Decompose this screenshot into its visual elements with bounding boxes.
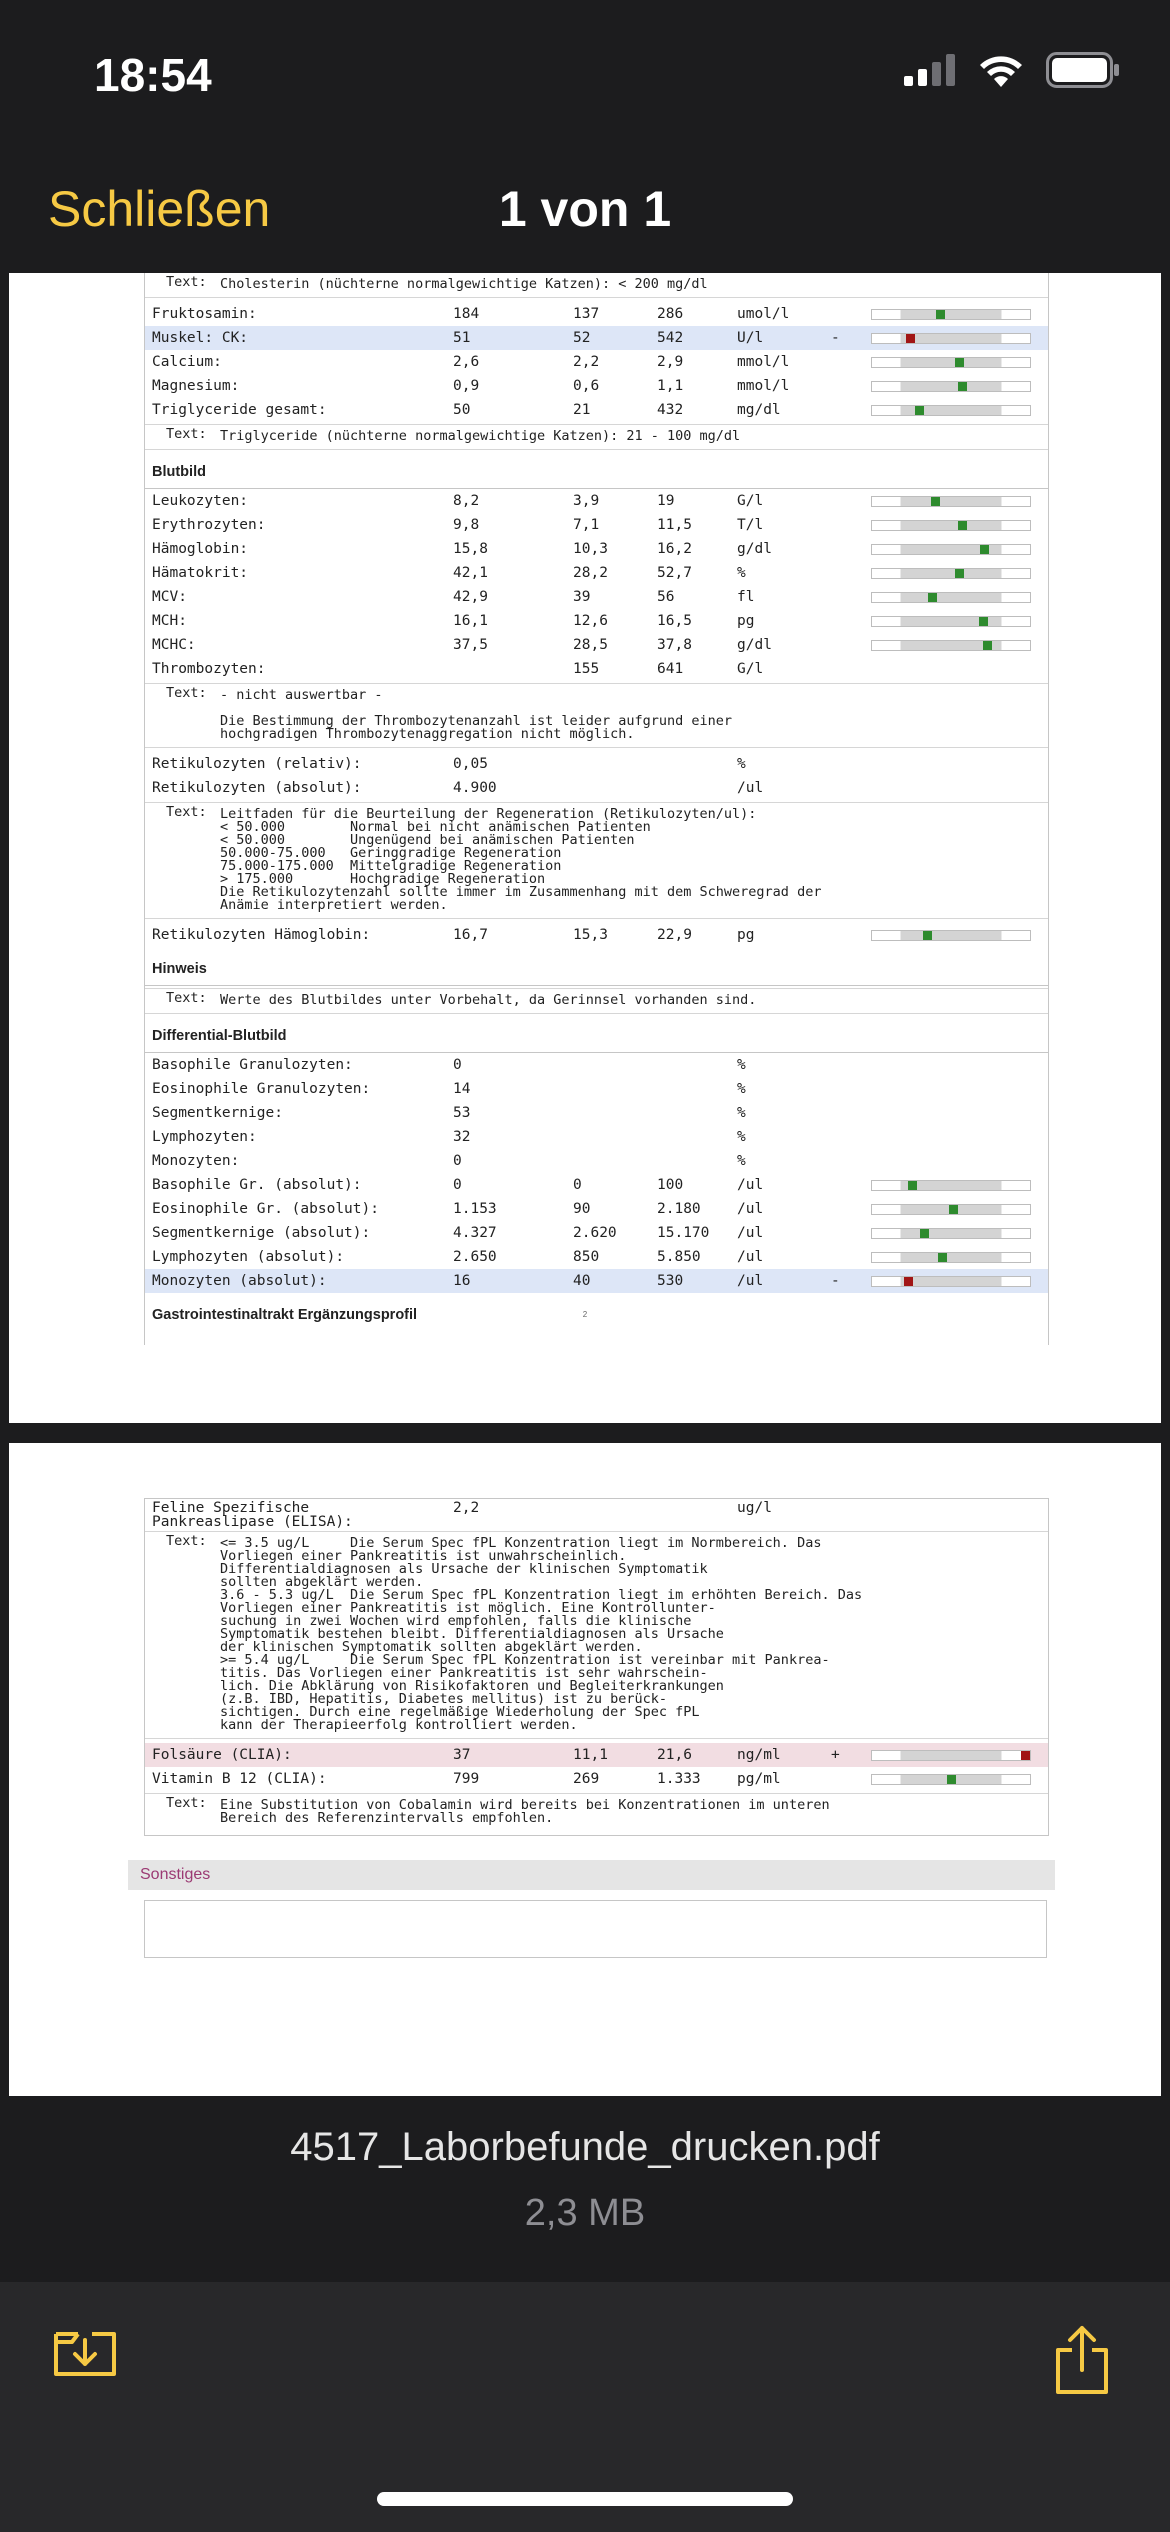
text-line: Werte des Blutbildes unter Vorbehalt, da Gerinnsel vorhanden sind. bbox=[220, 992, 757, 1008]
result-value: 0,05 bbox=[453, 756, 488, 772]
result-row bbox=[145, 1197, 1048, 1221]
result-row bbox=[145, 1245, 1048, 1269]
reference-min: 11,1 bbox=[573, 1747, 608, 1763]
reference-min: 12,6 bbox=[573, 613, 608, 629]
reference-min: 15,3 bbox=[573, 927, 608, 943]
result-row bbox=[145, 374, 1048, 398]
result-row bbox=[145, 1221, 1048, 1245]
result-value: 1.153 bbox=[453, 1201, 497, 1217]
result-group bbox=[145, 1053, 1048, 1293]
result-value: 799 bbox=[453, 1771, 480, 1787]
reference-min: 269 bbox=[573, 1771, 600, 1787]
text-line: >= 5.4 ug/L Die Serum Spec fPL Konzentration ist vereinbar mit Pankrea- bbox=[220, 1652, 830, 1668]
result-value: 4.327 bbox=[453, 1225, 497, 1241]
home-indicator bbox=[377, 2492, 793, 2506]
result-value: 0 bbox=[453, 1057, 462, 1073]
text-label: Text: bbox=[166, 1795, 207, 1811]
reference-min: 2.620 bbox=[573, 1225, 617, 1241]
text-line: 3.6 - 5.3 ug/L Die Serum Spec fPL Konzentration liegt im erhöhten Bereich. Das bbox=[220, 1587, 863, 1603]
result-unit: mmol/l bbox=[737, 378, 790, 394]
result-name: Hämatokrit: bbox=[152, 565, 249, 581]
result-unit: pg/ml bbox=[737, 1771, 781, 1787]
result-unit: /ul bbox=[737, 1225, 764, 1241]
reference-max: 16,2 bbox=[657, 541, 692, 557]
result-unit: ug/l bbox=[737, 1500, 772, 1516]
reference-min: 52 bbox=[573, 330, 591, 346]
reference-max: 21,6 bbox=[657, 1747, 692, 1763]
range-bar bbox=[871, 1204, 1031, 1215]
range-marker bbox=[1021, 1751, 1030, 1760]
reference-max: 286 bbox=[657, 306, 684, 322]
text-line: 50.000-75.000 Geringgradige Regeneration bbox=[220, 845, 562, 861]
result-row bbox=[145, 1269, 1048, 1293]
text-label: Text: bbox=[166, 804, 207, 820]
result-row bbox=[145, 302, 1048, 326]
result-value: 16 bbox=[453, 1273, 471, 1289]
result-value: 14 bbox=[453, 1081, 471, 1097]
text-label: Text: bbox=[166, 1533, 207, 1549]
result-unit: % bbox=[737, 1105, 746, 1121]
result-unit: pg bbox=[737, 613, 755, 629]
text-note bbox=[145, 988, 1048, 1014]
result-unit: g/dl bbox=[737, 637, 772, 653]
range-marker bbox=[949, 1205, 958, 1214]
range-bar bbox=[871, 1180, 1031, 1191]
reference-max: 19 bbox=[657, 493, 675, 509]
result-value: 2,6 bbox=[453, 354, 480, 370]
result-unit: G/l bbox=[737, 493, 764, 509]
text-line: Symptomatik bestehen bleibt. Differentialdiagnosen als Ursache bbox=[220, 1626, 724, 1642]
text-line: lich. Die Abklärung von Risikofaktoren und Begleiterkrankungen bbox=[220, 1678, 724, 1694]
page-number: 2 bbox=[582, 1310, 588, 1319]
file-name: 4517_Laborbefunde_drucken.pdf bbox=[290, 2125, 880, 2169]
result-flag: + bbox=[831, 1747, 840, 1763]
range-bar bbox=[871, 520, 1031, 531]
range-marker bbox=[938, 1253, 947, 1262]
range-marker bbox=[983, 641, 992, 650]
section-title-blutbild: Blutbild bbox=[145, 456, 1048, 489]
range-marker bbox=[980, 545, 989, 554]
lab-report-section bbox=[144, 1498, 1049, 1836]
result-row bbox=[145, 923, 1048, 947]
save-to-files-button[interactable] bbox=[52, 2322, 118, 2381]
section-title-gastro: Gastrointestinaltrakt Ergänzungsprofil bbox=[152, 1307, 418, 1323]
file-info bbox=[0, 2125, 1170, 2235]
result-name: MCH: bbox=[152, 613, 187, 629]
result-row bbox=[145, 561, 1048, 585]
result-row bbox=[145, 513, 1048, 537]
lab-report-section bbox=[144, 273, 1049, 1345]
result-value: 37 bbox=[453, 1747, 471, 1763]
result-name: Monozyten: bbox=[152, 1153, 240, 1169]
result-name: Muskel: CK: bbox=[152, 330, 249, 346]
text-line: Die Bestimmung der Thrombozytenanzahl ist leider aufgrund einer bbox=[220, 713, 733, 729]
result-unit: % bbox=[737, 1057, 746, 1073]
reference-max: 37,8 bbox=[657, 637, 692, 653]
result-unit: % bbox=[737, 1129, 746, 1145]
result-value: 42,9 bbox=[453, 589, 488, 605]
reference-max: 16,5 bbox=[657, 613, 692, 629]
range-marker bbox=[906, 334, 915, 343]
reference-min: 2,2 bbox=[573, 354, 600, 370]
result-row bbox=[145, 537, 1048, 561]
reference-min: 155 bbox=[573, 661, 600, 677]
result-unit: % bbox=[737, 1153, 746, 1169]
text-lines bbox=[220, 991, 1048, 1007]
text-line: - nicht auswertbar - bbox=[220, 687, 383, 703]
text-line: sichtigen. Durch eine regelmäßige Wiederholung der Spec fPL bbox=[220, 1704, 700, 1720]
text-line: Vorliegen einer Pankreatitis ist unwahrscheinlich. bbox=[220, 1548, 627, 1564]
result-unit: /ul bbox=[737, 1273, 764, 1289]
reference-max: 641 bbox=[657, 661, 684, 677]
result-row bbox=[145, 1173, 1048, 1197]
text-line: <= 3.5 ug/L Die Serum Spec fPL Konzentration liegt im Normbereich. Das bbox=[220, 1535, 822, 1551]
reference-max: 530 bbox=[657, 1273, 684, 1289]
range-bar bbox=[871, 1774, 1031, 1785]
status-time: 18:54 bbox=[94, 49, 212, 101]
result-unit: /ul bbox=[737, 1177, 764, 1193]
range-bar bbox=[871, 309, 1031, 320]
result-unit: % bbox=[737, 756, 746, 772]
reference-max: 5.850 bbox=[657, 1249, 701, 1265]
section-title-hinweis: Hinweis bbox=[145, 953, 1048, 986]
text-line: hochgradigen Thrombozytenaggregation nicht möglich. bbox=[220, 726, 635, 742]
range-marker bbox=[920, 1229, 929, 1238]
spacer bbox=[145, 1331, 1048, 1345]
result-name: Feline Spezifische bbox=[152, 1500, 310, 1516]
range-bar bbox=[871, 544, 1031, 555]
text-line: Die Retikulozytenzahl sollte immer im Zusammenhang mit dem Schweregrad der bbox=[220, 884, 822, 900]
reference-max: 1.333 bbox=[657, 1771, 701, 1787]
range-bar bbox=[871, 616, 1031, 627]
text-line: Leitfaden für die Beurteilung der Regeneration (Retikulozyten/ul): bbox=[220, 806, 757, 822]
result-row bbox=[145, 1767, 1048, 1791]
result-name: MCHC: bbox=[152, 637, 196, 653]
reference-min: 90 bbox=[573, 1201, 591, 1217]
text-line: < 50.000 Normal bei nicht anämischen Patienten bbox=[220, 819, 651, 835]
reference-max: 2.180 bbox=[657, 1201, 701, 1217]
text-note bbox=[145, 1531, 1048, 1739]
text-line: Eine Substitution von Cobalamin wird bereits bei Konzentrationen im unteren bbox=[220, 1797, 830, 1813]
reference-max: 100 bbox=[657, 1177, 684, 1193]
reference-min: 28,5 bbox=[573, 637, 608, 653]
result-value: 16,7 bbox=[453, 927, 488, 943]
text-lines bbox=[220, 427, 1048, 443]
reference-max: 1,1 bbox=[657, 378, 684, 394]
result-value: 0 bbox=[453, 1153, 462, 1169]
text-line: < 50.000 Ungenügend bei anämischen Patienten bbox=[220, 832, 635, 848]
status-bar bbox=[0, 0, 1170, 140]
result-name: Folsäure (CLIA): bbox=[152, 1747, 292, 1763]
result-value: 4.900 bbox=[453, 780, 497, 796]
result-unit: /ul bbox=[737, 780, 764, 796]
result-row bbox=[145, 398, 1048, 422]
range-bar bbox=[871, 640, 1031, 651]
text-lines bbox=[220, 805, 1048, 912]
result-name: Retikulozyten Hämoglobin: bbox=[152, 927, 371, 943]
text-lines bbox=[220, 1534, 1048, 1732]
result-unit: /ul bbox=[737, 1201, 764, 1217]
range-marker bbox=[931, 497, 940, 506]
result-row bbox=[145, 633, 1048, 657]
result-unit: pg bbox=[737, 927, 755, 943]
text-line: Triglyceride (nüchterne normalgewichtige Katzen): 21 - 100 mg/dl bbox=[220, 428, 741, 444]
result-row bbox=[145, 1077, 1048, 1101]
result-value: 0,9 bbox=[453, 378, 480, 394]
range-bar bbox=[871, 405, 1031, 416]
result-unit: % bbox=[737, 565, 746, 581]
result-name: Leukozyten: bbox=[152, 493, 249, 509]
result-unit: g/dl bbox=[737, 541, 772, 557]
range-marker bbox=[947, 1775, 956, 1784]
range-bar bbox=[871, 333, 1031, 344]
text-line: kann der Therapieerfolg kontrolliert werden. bbox=[220, 1717, 578, 1733]
reference-min: 137 bbox=[573, 306, 600, 322]
reference-max: 52,7 bbox=[657, 565, 692, 581]
result-unit: umol/l bbox=[737, 306, 790, 322]
result-value: 2,2 bbox=[453, 1500, 480, 1516]
text-label: Text: bbox=[166, 685, 207, 701]
range-bar bbox=[871, 1228, 1031, 1239]
section-title-sonstiges: Sonstiges bbox=[128, 1860, 1055, 1890]
range-bar bbox=[871, 357, 1031, 368]
reference-min: 21 bbox=[573, 402, 591, 418]
text-line: Cholesterin (nüchterne normalgewichtige Katzen): < 200 mg/dl bbox=[220, 276, 708, 292]
result-value: 2.650 bbox=[453, 1249, 497, 1265]
range-marker bbox=[904, 1277, 913, 1286]
text-line: Vorliegen einer Pankreatitis ist möglich. Eine Kontrollunter- bbox=[220, 1600, 716, 1616]
result-value: 50 bbox=[453, 402, 471, 418]
result-name: Vitamin B 12 (CLIA): bbox=[152, 1771, 327, 1787]
result-unit: ng/ml bbox=[737, 1747, 781, 1763]
text-label: Text: bbox=[166, 990, 207, 1006]
result-name: Pankreaslipase (ELISA): bbox=[152, 1514, 353, 1530]
result-unit: /ul bbox=[737, 1249, 764, 1265]
result-name: Triglyceride gesamt: bbox=[152, 402, 327, 418]
text-lines bbox=[220, 686, 1048, 741]
text-line: Bereich des Referenzintervalls empfohlen. bbox=[220, 1810, 554, 1826]
reference-min: 850 bbox=[573, 1249, 600, 1265]
result-group bbox=[145, 752, 1048, 800]
reference-min: 40 bbox=[573, 1273, 591, 1289]
result-unit: G/l bbox=[737, 661, 764, 677]
result-group bbox=[145, 1743, 1048, 1791]
reference-max: 15.170 bbox=[657, 1225, 710, 1241]
text-line: der klinischen Symptomatik sollten abgeklärt werden. bbox=[220, 1639, 643, 1655]
range-bar bbox=[871, 381, 1031, 392]
result-name: Basophile Granulozyten: bbox=[152, 1057, 353, 1073]
result-name: Basophile Gr. (absolut): bbox=[152, 1177, 362, 1193]
text-line: titis. Das Vorliegen einer Pankreatitis ist sehr wahrschein- bbox=[220, 1665, 708, 1681]
text-line: > 175.000 Hochgradige Regeneration bbox=[220, 871, 546, 887]
result-unit: mmol/l bbox=[737, 354, 790, 370]
result-name: Segmentkernige (absolut): bbox=[152, 1225, 371, 1241]
battery-icon bbox=[1046, 52, 1120, 88]
result-name: Retikulozyten (absolut): bbox=[152, 780, 362, 796]
result-name: Eosinophile Gr. (absolut): bbox=[152, 1201, 379, 1217]
result-unit: % bbox=[737, 1081, 746, 1097]
text-note bbox=[145, 802, 1048, 919]
result-name: Monozyten (absolut): bbox=[152, 1273, 327, 1289]
range-marker bbox=[958, 521, 967, 530]
status-icons bbox=[904, 52, 1120, 88]
text-line: Anämie interpretiert werden. bbox=[220, 897, 448, 913]
result-row bbox=[145, 1743, 1048, 1767]
range-marker bbox=[915, 406, 924, 415]
reference-min: 0,6 bbox=[573, 378, 600, 394]
result-name: Fruktosamin: bbox=[152, 306, 257, 322]
result-value: 0 bbox=[453, 1177, 462, 1193]
range-marker bbox=[928, 593, 937, 602]
result-value: 8,2 bbox=[453, 493, 480, 509]
range-bar bbox=[871, 1276, 1031, 1287]
range-marker bbox=[955, 569, 964, 578]
result-name: Segmentkernige: bbox=[152, 1105, 283, 1121]
result-row bbox=[145, 585, 1048, 609]
result-value: 184 bbox=[453, 306, 480, 322]
range-bar bbox=[871, 1750, 1031, 1761]
range-marker bbox=[955, 358, 964, 367]
result-name: Lymphozyten (absolut): bbox=[152, 1249, 345, 1265]
result-name: Lymphozyten: bbox=[152, 1129, 257, 1145]
result-name: Thrombozyten: bbox=[152, 661, 266, 677]
text-note bbox=[145, 424, 1048, 450]
result-name: Magnesium: bbox=[152, 378, 240, 394]
text-note bbox=[145, 1793, 1048, 1831]
result-value: 53 bbox=[453, 1105, 471, 1121]
share-icon bbox=[1052, 2324, 1112, 2396]
range-bar bbox=[871, 568, 1031, 579]
result-unit: mg/dl bbox=[737, 402, 781, 418]
range-marker bbox=[979, 617, 988, 626]
text-note bbox=[145, 683, 1048, 748]
result-row bbox=[145, 1053, 1048, 1077]
result-row-fpl bbox=[145, 1498, 1048, 1529]
result-row bbox=[145, 1149, 1048, 1173]
text-lines bbox=[220, 275, 1048, 291]
reference-min: 0 bbox=[573, 1177, 582, 1193]
reference-min: 10,3 bbox=[573, 541, 608, 557]
text-line: Differentialdiagnosen als Ursache der klinischen Symptomatik bbox=[220, 1561, 708, 1577]
page-counter: 1 von 1 bbox=[498, 181, 672, 237]
result-name: Erythrozyten: bbox=[152, 517, 266, 533]
result-group bbox=[145, 302, 1048, 422]
result-value: 42,1 bbox=[453, 565, 488, 581]
range-marker bbox=[908, 1181, 917, 1190]
result-unit: T/l bbox=[737, 517, 764, 533]
result-name: Retikulozyten (relativ): bbox=[152, 756, 362, 772]
result-unit: fl bbox=[737, 589, 755, 605]
result-row bbox=[145, 609, 1048, 633]
reference-max: 2,9 bbox=[657, 354, 684, 370]
result-flag: - bbox=[831, 330, 840, 346]
text-label: Text: bbox=[166, 426, 207, 442]
result-value: 37,5 bbox=[453, 637, 488, 653]
text-label: Text: bbox=[166, 274, 207, 290]
file-size: 2,3 MB bbox=[524, 2192, 646, 2234]
result-value: 32 bbox=[453, 1129, 471, 1145]
cellular-signal-icon bbox=[904, 54, 956, 86]
reference-max: 56 bbox=[657, 589, 675, 605]
result-row bbox=[145, 489, 1048, 513]
range-marker bbox=[923, 931, 932, 940]
text-line: (z.B. IBD, Hepatitis, Diabetes mellitus) ist zu berück- bbox=[220, 1691, 668, 1707]
result-name: MCV: bbox=[152, 589, 187, 605]
range-bar bbox=[871, 592, 1031, 603]
range-marker bbox=[958, 382, 967, 391]
result-value: 51 bbox=[453, 330, 471, 346]
result-row bbox=[145, 326, 1048, 350]
result-value: 15,8 bbox=[453, 541, 488, 557]
reference-min: 7,1 bbox=[573, 517, 600, 533]
close-button[interactable]: Schließen bbox=[48, 181, 271, 237]
share-button[interactable] bbox=[1052, 2324, 1112, 2399]
save-to-files-icon bbox=[52, 2322, 118, 2378]
result-value: 9,8 bbox=[453, 517, 480, 533]
result-row bbox=[145, 776, 1048, 800]
reference-min: 28,2 bbox=[573, 565, 608, 581]
result-row bbox=[145, 752, 1048, 776]
reference-max: 22,9 bbox=[657, 927, 692, 943]
result-row bbox=[145, 1101, 1048, 1125]
reference-max: 11,5 bbox=[657, 517, 692, 533]
reference-min: 3,9 bbox=[573, 493, 600, 509]
pdf-page-2[interactable] bbox=[9, 1443, 1161, 2096]
reference-max: 432 bbox=[657, 402, 684, 418]
reference-max: 542 bbox=[657, 330, 684, 346]
result-unit: U/l bbox=[737, 330, 764, 346]
result-group bbox=[145, 489, 1048, 681]
wifi-icon bbox=[978, 53, 1024, 87]
text-line: sollten abgeklärt werden. bbox=[220, 1574, 424, 1590]
range-bar bbox=[871, 1252, 1031, 1263]
text-lines bbox=[220, 1796, 1048, 1825]
result-row bbox=[145, 1125, 1048, 1149]
pdf-page-1[interactable] bbox=[9, 273, 1161, 1423]
reference-min: 39 bbox=[573, 589, 591, 605]
result-flag: - bbox=[831, 1273, 840, 1289]
result-name: Hämoglobin: bbox=[152, 541, 249, 557]
text-note bbox=[145, 273, 1048, 298]
text-line: suchung in zwei Wochen wird empfohlen, falls die klinische bbox=[220, 1613, 692, 1629]
navigation-bar bbox=[0, 150, 1170, 270]
result-group bbox=[145, 923, 1048, 947]
text-line: 75.000-175.000 Mittelgradige Regeneration bbox=[220, 858, 562, 874]
result-row bbox=[145, 657, 1048, 681]
range-bar bbox=[871, 930, 1031, 941]
result-name: Eosinophile Granulozyten: bbox=[152, 1081, 371, 1097]
section-title-differential: Differential-Blutbild bbox=[145, 1020, 1048, 1053]
range-bar bbox=[871, 496, 1031, 507]
result-value: 16,1 bbox=[453, 613, 488, 629]
result-name: Calcium: bbox=[152, 354, 222, 370]
result-row bbox=[145, 350, 1048, 374]
range-marker bbox=[936, 310, 945, 319]
sonstiges-box bbox=[144, 1900, 1047, 1958]
